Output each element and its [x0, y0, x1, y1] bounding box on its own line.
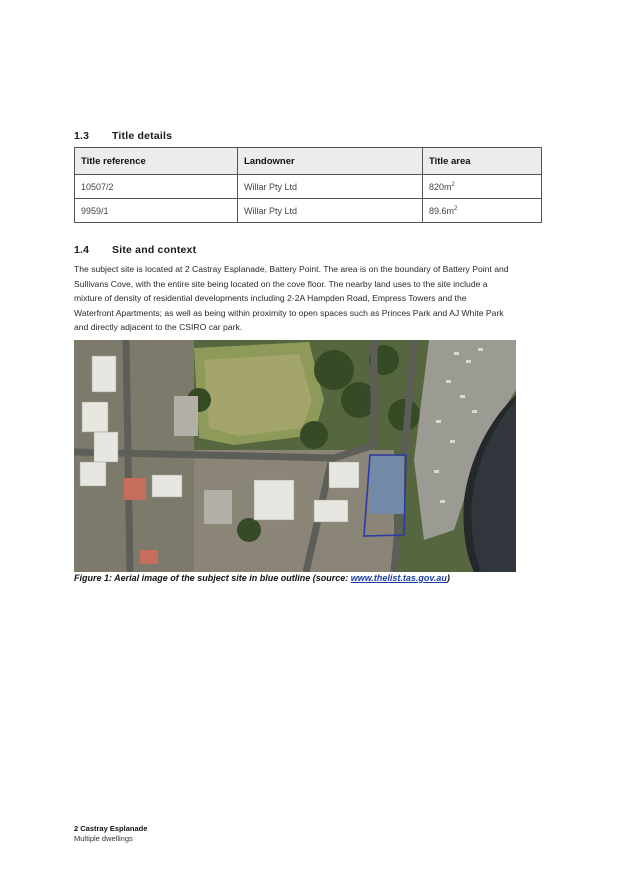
paragraph-line: mixture of density of residential developments including 2-2A Hampden Road, Empress Towers and the — [74, 293, 467, 304]
figure-caption: Figure 1: Aerial image of the subject site in blue outline (source: www.thelist.tas.gov.au) — [74, 573, 450, 583]
column-header-title-reference: Title reference — [75, 148, 238, 175]
site-context-paragraph — [74, 262, 554, 335]
aerial-image — [74, 340, 516, 572]
column-header-title-area: Title area — [423, 148, 542, 175]
table-header-row — [75, 148, 542, 175]
paragraph-line: and directly adjacent to the CSIRO car park. — [74, 322, 243, 333]
cell-landowner: Willar Pty Ltd — [238, 199, 423, 223]
cell-title-reference: 10507/2 — [75, 175, 238, 199]
section-title: Title details — [112, 130, 173, 142]
section-heading-title-details — [74, 130, 172, 142]
cell-landowner: Willar Pty Ltd — [238, 175, 423, 199]
cell-title-reference: 9959/1 — [75, 199, 238, 223]
section-number: 1.3 — [74, 130, 90, 142]
paragraph-line: Waterfront Apartments; as well as being within proximity to open spaces such as Princes Park and AJ White Park — [74, 307, 504, 318]
column-header-landowner: Landowner — [238, 148, 423, 175]
section-number: 1.4 — [74, 244, 90, 256]
section-title: Site and context — [112, 244, 197, 256]
table-row — [75, 199, 542, 223]
table-row — [75, 175, 542, 199]
source-link[interactable]: www.thelist.tas.gov.au — [350, 573, 447, 583]
cell-title-area: $89.6m^2$ — [423, 199, 542, 223]
paragraph-line: The subject site is located at 2 Castray Esplanade, Battery Point. The area is on the boundary of Battery Point and — [74, 264, 509, 274]
footer-address: 2 Castray Esplanade — [74, 824, 148, 833]
cell-title-area: $820m^2$ — [423, 175, 542, 199]
section-heading-site-context — [74, 244, 196, 256]
paragraph-line: Sullivans Cove, with the entire site being located on the cove floor. The nearby land uses to the site include a — [74, 278, 488, 289]
footer-description: Multiple dwellings — [74, 834, 133, 843]
title-details-table — [74, 147, 542, 223]
page-footer — [74, 824, 147, 844]
